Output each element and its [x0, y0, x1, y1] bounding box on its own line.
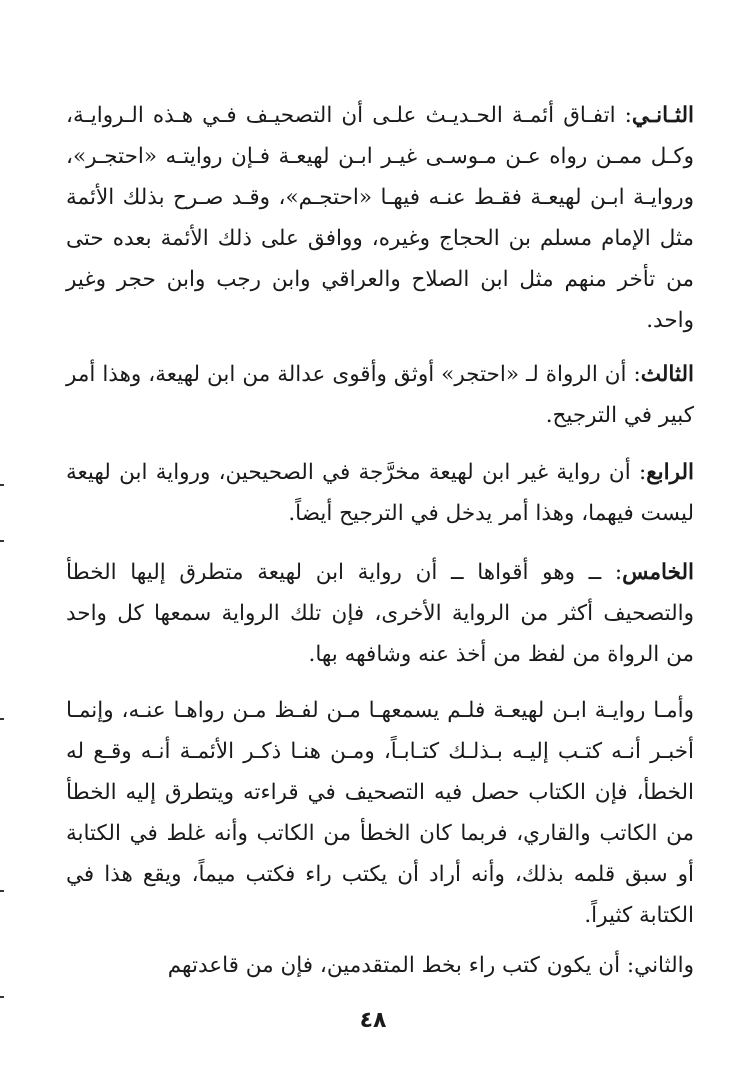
scan-edge-mark [0, 718, 4, 720]
paragraph-lead: الثالث [640, 362, 694, 387]
paragraph-text: والثاني: أن يكون كتب راء بخط المتقدمين، فإن من قاعدتهم [167, 953, 694, 978]
paragraph-fifth-point [66, 552, 694, 675]
paragraph-ibn-lahia-writing [66, 690, 694, 936]
paragraph-text: : أن رواية غير ابن لهيعة مخرَّجة في الصحيحين، ورواية ابن لهيعة ليست فيهما، وهذا أمر يدخل في الترجيح أيضاً. [66, 460, 694, 526]
paragraph-third-point [66, 354, 694, 436]
paragraph-text: : ــ وهو أقواها ــ أن رواية ابن لهيعة متطرق إليها الخطأ والتصحيف أكثر من الرواية الأخرى، فإن تلك الرواية سمعها كل واحد من الرواة من لفظ من أخذ عنه وشافهه بها. [66, 560, 694, 667]
scan-edge-mark [0, 890, 4, 892]
page-number: ٤٨ [359, 1008, 387, 1033]
scan-edge-mark [0, 484, 4, 486]
paragraph-lead: الخامس [622, 560, 694, 585]
scan-edge-mark [0, 996, 4, 998]
paragraph-fourth-point [66, 452, 694, 534]
paragraph-lead: الرابع [646, 460, 694, 485]
paragraph-text: وأمـا روايـة ابـن لهيعـة فلـم يسمعهـا مـن لفـظ مـن رواهـا عنـه، وإنمـا أخبـر أنـه كتـب إليـه بـذلـك كتـابـاً، ومـن هنـا ذكـر الأئمـة أنـه وقـع له الخطأ، فإن الكتاب حصل فيه التصحيف في قراءته ويتطرق إليه الخطأ من الكاتب والقاري، فربما كان الخطأ من الكاتب وأنه غلط في الكتابة أو سبق قلمه بذلك، وأنه أراد أن يكتب راء فكتب ميماً، ويقع هذا في الكتابة كثيراً. [66, 698, 694, 928]
scan-edge-mark [0, 540, 4, 542]
paragraph-lead: الثـانـي [631, 103, 694, 128]
paragraph-text: : أن الرواة لـ «احتجر» أوثق وأقوى عدالة من ابن لهيعة، وهذا أمر كبير في الترجيح. [66, 362, 694, 428]
paragraph-text: : اتفـاق أئمـة الحـديـث علـى أن التصحيـف فـي هـذه الـروايـة، وكـل ممـن رواه عـن مـوسـى غيـر ابـن لهيعـة فـإن روايتـه «احتجـر»، وروايـة ابـن لهيعـة فقـط عنـه فيهـا «احتجـم»، وقـد صـرح بذلك الأئمة مثل الإمام مسلم بن الحجاج وغيره، ووافق على ذلك الأئمة بعده حتى من تأخر منهم مثل ابن الصلاح والعراقي وابن رجب وابن حجر وغير واحد. [66, 103, 694, 333]
paragraph-second-point [66, 95, 694, 341]
paragraph-second-reason [66, 945, 694, 986]
